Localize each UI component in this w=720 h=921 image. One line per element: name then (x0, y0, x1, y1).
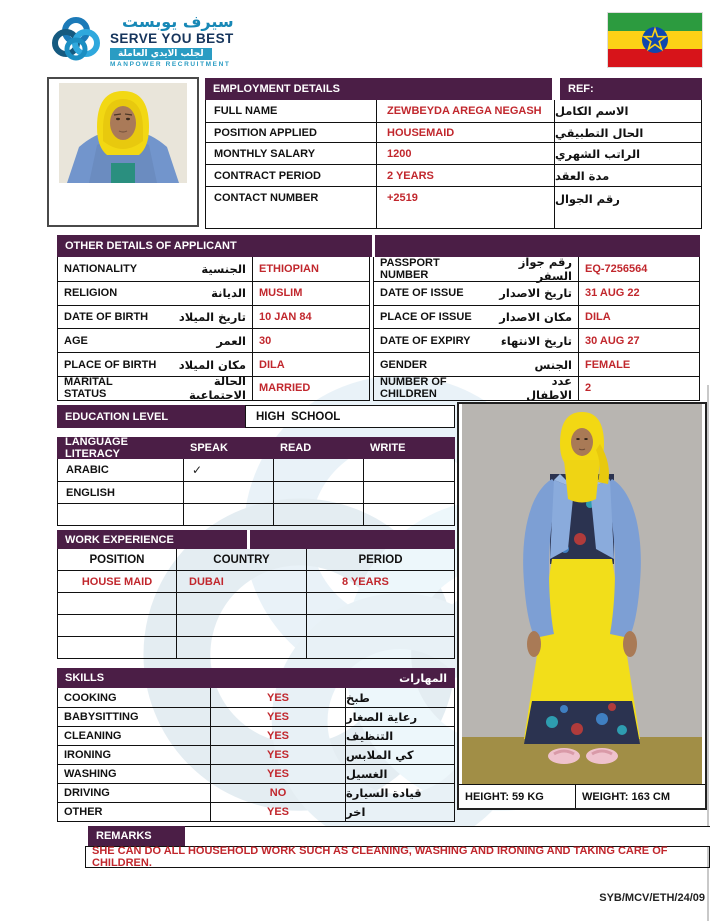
position-cell (58, 637, 176, 658)
table-row (374, 305, 699, 329)
skill-value: YES (210, 727, 345, 745)
table-row (58, 570, 454, 592)
field-label: MARITAL STATUS (64, 376, 113, 401)
country-cell: DUBAI (176, 571, 306, 592)
language-name: ENGLISH (66, 486, 115, 499)
field-label: MONTHLY SALARY (214, 147, 316, 160)
applicant-passport-photo (59, 83, 187, 183)
table-row (58, 352, 369, 376)
field-value: FEMALE (578, 353, 699, 376)
skill-arabic: رعاية الصغار (345, 708, 454, 726)
skill-name: BABYSITTING (64, 711, 139, 723)
header-gap (552, 78, 560, 100)
ref-header: REF: (560, 78, 702, 100)
table-row (58, 614, 454, 636)
field-value: MUSLIM (252, 282, 369, 305)
table-row (206, 122, 701, 142)
work-columns-row (58, 549, 454, 570)
skill-value: YES (210, 708, 345, 726)
position-cell: HOUSE MAID (81, 575, 153, 588)
period-col-header: PERIOD (306, 549, 454, 570)
country-cell (176, 593, 306, 614)
write-cell (363, 482, 454, 503)
table-row (206, 186, 701, 228)
speak-cell (183, 504, 273, 525)
agency-logo (50, 13, 234, 69)
field-value: 10 JAN 84 (252, 306, 369, 329)
table-row (374, 254, 699, 283)
table-row (58, 481, 454, 503)
field-arabic-label: الجنس (534, 357, 572, 372)
field-arabic-label: مكان الاصدار (499, 309, 572, 324)
table-row (206, 164, 701, 186)
speak-cell (183, 482, 273, 503)
other-details-right-table (373, 254, 700, 403)
field-label: CONTRACT PERIOD (214, 169, 321, 182)
field-arabic-label: الراتب الشهري (554, 143, 701, 164)
period-cell (306, 593, 454, 614)
field-arabic-label: الاسم الكامل (554, 100, 701, 122)
table-row (58, 802, 454, 821)
applicant-full-body-photo (459, 404, 705, 784)
field-value: 31 AUG 22 (578, 282, 699, 305)
skill-arabic: الغسيل (345, 765, 454, 783)
read-cell (273, 504, 363, 525)
other-details-header (57, 235, 700, 257)
weight-value: WEIGHT: 163 CM (582, 790, 671, 803)
remarks-header (88, 826, 710, 846)
skill-value: YES (210, 765, 345, 783)
field-label: PASSPORT NUMBER (380, 256, 440, 281)
table-row (58, 745, 454, 764)
field-value: 1200 (376, 143, 554, 164)
field-label: GENDER (380, 358, 428, 371)
table-row (58, 636, 454, 658)
table-row (58, 707, 454, 726)
work-experience-header-right (250, 530, 455, 549)
field-arabic-label: مكان الميلاد (178, 357, 246, 372)
position-col-header: POSITION (89, 553, 145, 566)
field-value: 30 (252, 329, 369, 352)
field-value: 2 YEARS (376, 165, 554, 186)
table-row (58, 281, 369, 305)
field-value: DILA (578, 306, 699, 329)
field-value: ZEWBEYDA AREGA NEGASH (376, 100, 554, 122)
skill-name: OTHER (64, 806, 103, 818)
period-cell: 8 YEARS (306, 571, 454, 592)
language-col-header: LANGUAGE LITERACY (65, 436, 128, 460)
employment-details-header: EMPLOYMENT DETAILS (205, 78, 552, 100)
ethiopia-flag (608, 13, 702, 67)
period-cell (306, 637, 454, 658)
field-label: FULL NAME (214, 105, 278, 117)
speak-col-header: SPEAK (190, 442, 228, 454)
other-details-title: OTHER DETAILS OF APPLICANT (57, 235, 372, 257)
field-arabic-label: عدد الاطفال (526, 374, 572, 403)
remarks-header-strip (185, 826, 710, 846)
field-value: HOUSEMAID (376, 123, 554, 142)
logo-title: SERVE YOU BEST (110, 31, 234, 47)
field-arabic-label: الجنسية (201, 261, 246, 276)
skill-value: YES (210, 803, 345, 821)
field-label: NATIONALITY (64, 262, 138, 275)
education-level-value: HIGH SCHOOL (245, 405, 455, 428)
table-row (58, 764, 454, 783)
knot-logo-icon (50, 13, 102, 65)
field-arabic-label: العمر (216, 333, 246, 348)
field-value: ETHIOPIAN (252, 257, 369, 281)
field-label: DATE OF ISSUE (380, 287, 464, 300)
field-label: CONTACT NUMBER (214, 192, 319, 204)
logo-arabic-title: سيرف يوبست (122, 12, 234, 31)
table-row (58, 305, 369, 329)
field-arabic-label: تاريخ الانتهاء (500, 333, 572, 348)
table-row (58, 726, 454, 745)
remarks-text: SHE CAN DO ALL HOUSEHOLD WORK SUCH AS CLEANING, WASHING AND IRONING AND TAKING CARE OF CHILDREN. (85, 846, 710, 868)
write-col-header: WRITE (370, 442, 406, 454)
work-experience-table (57, 530, 455, 659)
skill-name: CLEANING (64, 730, 122, 742)
field-arabic-label: الحالة الاجتماعية (188, 374, 246, 403)
period-cell (306, 615, 454, 636)
field-arabic-label: تاريخ الاصدار (499, 286, 572, 301)
country-cell (176, 615, 306, 636)
passport-photo-box (47, 77, 199, 227)
field-label: POSITION APPLIED (214, 126, 317, 139)
table-row (374, 352, 699, 376)
field-value: 30 AUG 27 (578, 329, 699, 352)
remarks-title: REMARKS (88, 826, 185, 846)
table-row (206, 142, 701, 164)
table-row (58, 783, 454, 802)
field-label: DATE OF EXPIRY (380, 334, 471, 347)
field-label: RELIGION (64, 287, 118, 300)
write-cell (363, 459, 454, 481)
language-literacy-table (57, 437, 455, 526)
full-body-photo-frame (457, 402, 707, 810)
position-cell (58, 615, 176, 636)
table-row (206, 100, 701, 122)
field-arabic-label: الحال التطبيقي (554, 123, 701, 142)
skill-name: COOKING (64, 691, 117, 704)
language-name: ARABIC (66, 464, 109, 476)
skills-table (57, 668, 455, 822)
read-cell (273, 459, 363, 481)
table-row (374, 328, 699, 352)
skill-arabic: قيادة السيارة (345, 784, 454, 802)
table-row (58, 459, 454, 481)
field-label: NUMBER OF CHILDREN (380, 376, 447, 401)
field-value: 2 (578, 377, 699, 400)
education-level-label: EDUCATION LEVEL (57, 405, 245, 428)
skill-name: IRONING (64, 749, 112, 761)
skills-title: SKILLS (65, 672, 105, 684)
read-cell (273, 482, 363, 503)
document-reference-code: SYB/MCV/ETH/24/09 (599, 892, 705, 904)
field-arabic-label: مدة العقد (554, 165, 701, 186)
field-value: MARRIED (252, 377, 369, 400)
table-row (58, 328, 369, 352)
skill-value: NO (210, 784, 345, 802)
field-arabic-label: رقم جواز السفر (518, 254, 572, 283)
other-details-header-right (375, 235, 700, 257)
skill-arabic: اخر (345, 803, 454, 821)
logo-subtitle: MANPOWER RECRUITMENT (110, 61, 231, 69)
skill-value: YES (210, 746, 345, 764)
table-row (58, 592, 454, 614)
country-cell (176, 637, 306, 658)
height-value: HEIGHT: 59 KG (459, 785, 576, 808)
table-row (374, 374, 699, 403)
field-arabic-label: تاريخ الميلاد (178, 309, 246, 324)
write-cell (363, 504, 454, 525)
field-value: +2519 (376, 187, 554, 228)
field-label: DATE OF BIRTH (64, 310, 149, 323)
skill-value: YES (210, 688, 345, 707)
read-col-header: READ (280, 442, 312, 454)
table-row (374, 281, 699, 305)
skill-arabic: التنظيف (345, 727, 454, 745)
field-value: EQ-7256564 (578, 257, 699, 281)
table-row (58, 374, 369, 403)
table-row (58, 503, 454, 525)
logo-arabic-subtitle: لجلب الايدي العاملة (110, 48, 212, 60)
skills-arabic-title: المهارات (399, 671, 447, 685)
education-level-row (57, 405, 455, 428)
field-arabic-label: رقم الجوال (554, 187, 701, 228)
table-row (58, 688, 454, 707)
field-label: AGE (64, 334, 88, 347)
language-name (58, 504, 183, 525)
skill-arabic: كي الملابس (345, 746, 454, 764)
speak-checkmark: ✓ (192, 463, 203, 477)
work-experience-title: WORK EXPERIENCE (57, 530, 247, 549)
skill-name: DRIVING (64, 787, 110, 799)
field-value: DILA (252, 353, 369, 376)
field-label: PLACE OF ISSUE (380, 310, 472, 323)
other-details-left-table (57, 257, 370, 401)
skill-arabic: طبخ (345, 688, 454, 707)
country-col-header: COUNTRY (176, 549, 306, 570)
field-label: PLACE OF BIRTH (64, 358, 157, 371)
field-arabic-label: الديانة (211, 286, 246, 301)
table-row (58, 257, 369, 281)
employment-details-table (205, 78, 702, 229)
flag-star-emblem (640, 25, 670, 55)
position-cell (58, 593, 176, 614)
skill-name: WASHING (64, 768, 117, 780)
